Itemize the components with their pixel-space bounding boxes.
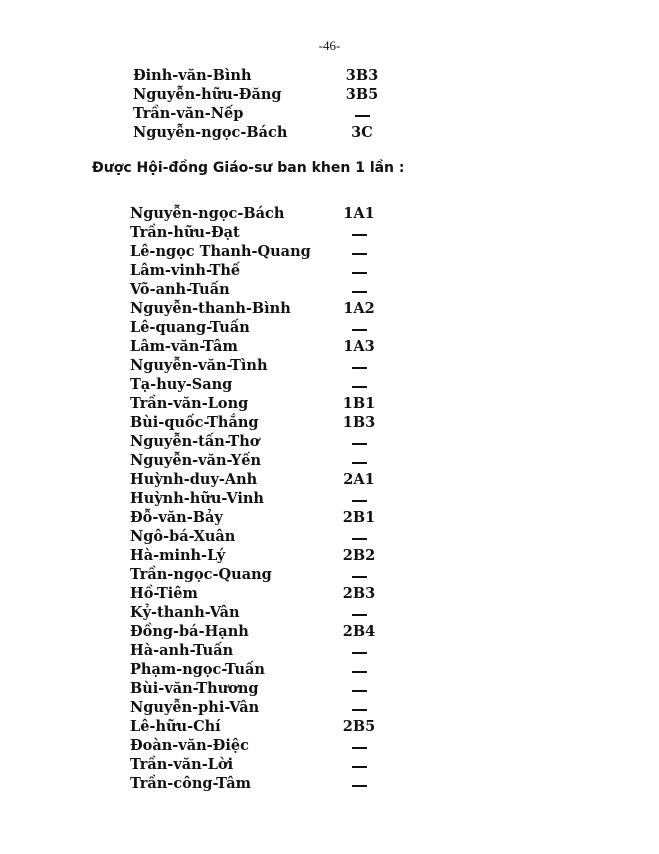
student-name: Huỳnh-duy-Anh xyxy=(130,471,258,488)
list-item xyxy=(0,584,659,603)
list-item xyxy=(0,104,659,123)
class-code xyxy=(337,774,381,793)
student-name: Nguyễn-tấn-Thơ xyxy=(130,433,260,450)
list-item xyxy=(0,717,659,736)
list-item xyxy=(0,85,659,104)
student-name: Trần-ngọc-Quang xyxy=(130,566,272,583)
list-item xyxy=(0,489,659,508)
class-code xyxy=(337,679,381,698)
list-item xyxy=(0,375,659,394)
list-item xyxy=(0,736,659,755)
class-code: 2B4 xyxy=(342,623,376,640)
page-number: -46- xyxy=(318,38,341,53)
same-class-dash xyxy=(352,614,367,616)
student-name: Nguyễn-hữu-Đăng xyxy=(133,86,282,103)
class-code: 2A1 xyxy=(343,471,375,488)
class-code xyxy=(337,223,381,242)
student-name: Lê-quang-Tuấn xyxy=(130,319,250,336)
list-item xyxy=(0,261,659,280)
list-item xyxy=(0,660,659,679)
student-name: Đinh-văn-Bình xyxy=(133,67,252,84)
student-name: Ngô-bá-Xuân xyxy=(130,528,236,545)
student-name: Lê-hữu-Chí xyxy=(130,718,221,735)
same-class-dash xyxy=(352,785,367,787)
list-item xyxy=(0,123,659,142)
class-code xyxy=(337,356,381,375)
list-item xyxy=(0,356,659,375)
student-name: Kỷ-thanh-Vân xyxy=(130,604,240,621)
class-code: 1A1 xyxy=(343,205,375,222)
same-class-dash xyxy=(352,709,367,711)
list-item xyxy=(0,242,659,261)
list-item xyxy=(0,698,659,717)
class-code xyxy=(337,736,381,755)
same-class-dash xyxy=(352,291,367,293)
student-name: Lâm-văn-Tâm xyxy=(130,338,238,355)
class-code: 1B1 xyxy=(342,395,376,412)
class-code: 2B1 xyxy=(342,509,376,526)
list-item xyxy=(0,66,659,85)
class-code: 1A2 xyxy=(343,300,375,317)
list-item xyxy=(0,622,659,641)
list-item xyxy=(0,432,659,451)
same-class-dash xyxy=(352,690,367,692)
student-name: Bùi-văn-Thương xyxy=(130,680,259,697)
student-name: Lâm-vinh-Thế xyxy=(130,262,241,279)
student-name: Nguyễn-văn-Tình xyxy=(130,357,268,374)
same-class-dash xyxy=(352,367,367,369)
class-code xyxy=(337,242,381,261)
class-code: 3C xyxy=(351,124,373,141)
class-code xyxy=(337,565,381,584)
same-class-dash xyxy=(352,538,367,540)
list-item xyxy=(0,204,659,223)
class-code xyxy=(337,660,381,679)
same-class-dash xyxy=(352,747,367,749)
list-item xyxy=(0,299,659,318)
class-code xyxy=(337,641,381,660)
same-class-dash xyxy=(352,329,367,331)
class-code: 2B5 xyxy=(342,718,376,735)
class-code xyxy=(337,451,381,470)
same-class-dash xyxy=(352,272,367,274)
same-class-dash xyxy=(352,500,367,502)
class-code: 1A3 xyxy=(343,338,375,355)
student-name: Nguyễn-thanh-Bình xyxy=(130,300,291,317)
same-class-dash xyxy=(352,253,367,255)
student-name: Trần-hữu-Đạt xyxy=(130,224,240,241)
student-name: Đoàn-văn-Điệc xyxy=(130,737,249,754)
same-class-dash xyxy=(352,576,367,578)
list-item xyxy=(0,774,659,793)
list-item xyxy=(0,337,659,356)
student-name: Phạm-ngọc-Tuấn xyxy=(130,661,265,678)
student-name: Nguyễn-ngọc-Bách xyxy=(130,205,285,222)
student-name: Hà-anh-Tuấn xyxy=(130,642,234,659)
list-item xyxy=(0,679,659,698)
list-item xyxy=(0,641,659,660)
list-item xyxy=(0,546,659,565)
class-code: 3B5 xyxy=(345,86,379,103)
class-code xyxy=(337,527,381,546)
class-code: 2B3 xyxy=(342,585,376,602)
class-code: 3B3 xyxy=(345,67,379,84)
student-name: Nguyễn-phi-Vân xyxy=(130,699,260,716)
same-class-dash xyxy=(355,115,370,117)
same-class-dash xyxy=(352,443,367,445)
student-name: Hà-minh-Lý xyxy=(130,547,226,564)
class-code xyxy=(337,755,381,774)
list-item xyxy=(0,565,659,584)
student-name: Nguyễn-ngọc-Bách xyxy=(133,124,288,141)
list-item xyxy=(0,527,659,546)
student-name: Huỳnh-hữu-Vinh xyxy=(130,490,264,507)
class-code xyxy=(337,280,381,299)
student-name: Hồ-Tiêm xyxy=(130,585,198,602)
student-name: Trần-văn-Lời xyxy=(130,756,234,773)
same-class-dash xyxy=(352,766,367,768)
student-name: Võ-anh-Tuấn xyxy=(130,281,230,298)
student-name: Tạ-huy-Sang xyxy=(130,376,233,393)
list-item xyxy=(0,413,659,432)
list-item xyxy=(0,470,659,489)
student-name: Trần-công-Tâm xyxy=(130,775,251,792)
list-item xyxy=(0,755,659,774)
list-item xyxy=(0,451,659,470)
student-name: Trần-văn-Nếp xyxy=(133,105,244,122)
same-class-dash xyxy=(352,462,367,464)
class-code xyxy=(340,104,384,123)
list-item xyxy=(0,223,659,242)
class-code xyxy=(337,432,381,451)
same-class-dash xyxy=(352,671,367,673)
class-code xyxy=(337,603,381,622)
section-heading: Được Hội-đồng Giáo-sư ban khen 1 lần : xyxy=(92,160,405,176)
class-code xyxy=(337,489,381,508)
class-code xyxy=(337,698,381,717)
class-code xyxy=(337,318,381,337)
list-item xyxy=(0,318,659,337)
list-item xyxy=(0,508,659,527)
student-name: Nguyễn-văn-Yến xyxy=(130,452,262,469)
student-name: Đỗ-văn-Bảy xyxy=(130,509,223,526)
class-code: 1B3 xyxy=(342,414,376,431)
student-name: Lê-ngọc Thanh-Quang xyxy=(130,243,311,260)
list-item xyxy=(0,603,659,622)
student-name: Đồng-bá-Hạnh xyxy=(130,623,249,640)
class-code xyxy=(337,261,381,280)
student-name: Bùi-quốc-Thắng xyxy=(130,414,259,431)
class-code xyxy=(337,375,381,394)
same-class-dash xyxy=(352,386,367,388)
list-item xyxy=(0,394,659,413)
list-item xyxy=(0,280,659,299)
student-name: Trần-văn-Long xyxy=(130,395,249,412)
same-class-dash xyxy=(352,652,367,654)
same-class-dash xyxy=(352,234,367,236)
class-code: 2B2 xyxy=(342,547,376,564)
